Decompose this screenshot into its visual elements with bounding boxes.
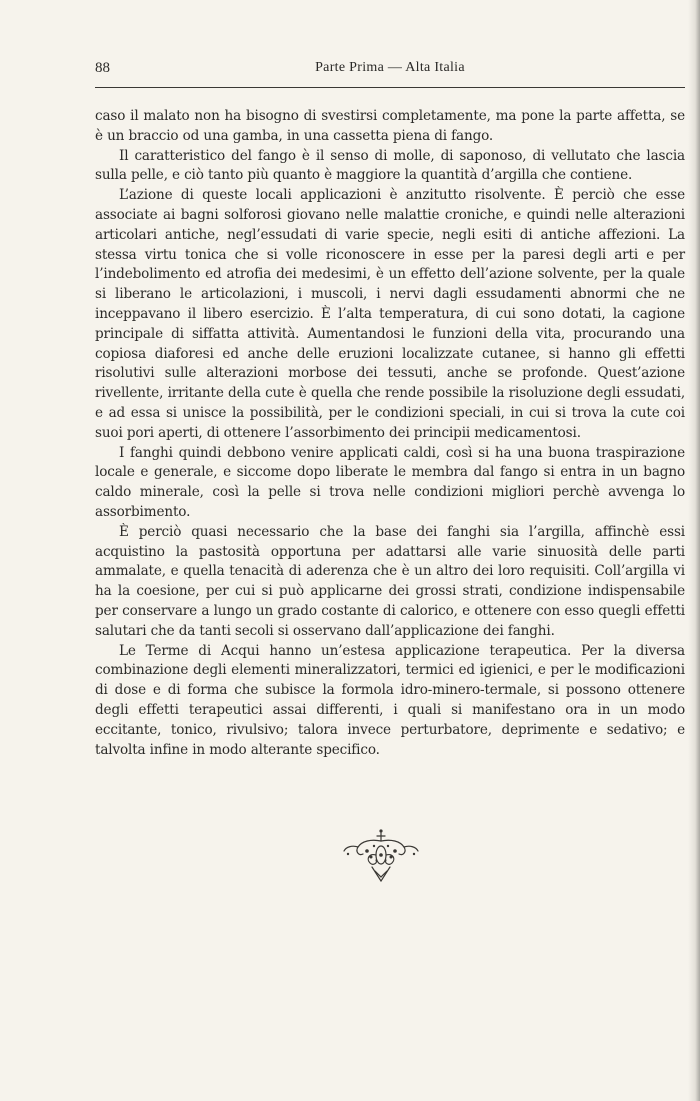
running-title: Parte Prima — Alta Italia — [315, 60, 465, 75]
paragraph-2: Il caratteristico del fango è il senso di molle, di saponoso, di vellutato che lascia sulla pelle, e ciò tanto più quanto è maggiore la quantità d’argilla che contiene. — [95, 147, 685, 184]
paragraph-5: È perciò quasi necessario che la base dei fanghi sia l’argilla, affinchè essi acquistino la pastosità opportuna per adattarsi alle varie sinuosità delle parti ammalate, e quella tenacità di aderenza che è un altro dei loro requisiti. Coll’argilla vi ha la coesione, per cui si può applicarne dei grossi strati, condizione indispensabile per conservare a lungo un grado costante di calorico, e ottenere con esso quegli effetti salutari che da tanti secoli si osservano dall’applicazione dei fanghi. — [95, 523, 685, 639]
header-rule — [95, 87, 685, 88]
page-edge-shadow — [688, 0, 700, 1101]
page-number: 88 — [95, 60, 110, 76]
body-text — [95, 107, 685, 760]
paragraph-3: L’azione di queste locali applicazioni è anzitutto risolvente. È perciò che esse associate ai bagni solforosi giovano nelle malattie croniche, e quindi nelle alterazioni articolari antiche, negl’essudati di varie specie, negli esiti di antiche affezioni. La stessa virtu tonica che si volle riconoscere in esse per la paresi degli arti e per l’indebolimento ed atrofia dei medesimi, è un effetto dell’azione solvente, per la quale si liberano le articolazioni, i muscoli, i nervi dagli essudamenti abnormi che ne inceppavano il libero esercizio. È l’alta temperatura, di cui sono dotati, la cagione principale di siffatta attività. Aumentandosi le funzioni della vita, procurando una copiosa diaforesi ed anche delle eruzioni localizzate cutanee, si hanno gli effetti risolutivi sulle alterazioni morbose dei tessuti, anche se profonde. Quest’azione rivellente, irritante della cute è quella che rende possibile la risoluzione degli essudati, e ad essa si unisce la possibilità, per le condizioni speciali, in cui si trova la cute coi suoi pori aperti, di ottenere l’assorbimento dei principii medicamentosi. — [95, 187, 685, 441]
paragraph-1: caso il malato non ha bisogno di svestirsi completamente, ma pone la parte affetta, se è un braccio od una gamba, in una cassetta piena di fango. — [95, 108, 685, 144]
paragraph-6: Le Terme di Acqui hanno un’estesa applicazione terapeutica. Per la diversa combinazione degli elementi mineralizzatori, termici ed igienici, e per le modificazioni di dose e di forma che subisce la formola idro-minero-termale, si possono ottenere degli effetti terapeutici assai differenti, i quali si manifestano ora in un modo eccitante, tonico, rivulsivo; talora invece perturbatore, deprimente e sedativo; e talvolta infine in modo alterante specifico. — [95, 642, 685, 758]
running-header — [95, 60, 685, 84]
ornament-graphic — [336, 827, 426, 887]
floral-ornament-icon — [336, 827, 426, 887]
paragraph-4: I fanghi quindi debbono venire applicati caldi, così si ha una buona traspirazione locale e generale, e siccome dopo liberate le membra dal fango si entra in un bagno caldo minerale, così la pelle si trova nelle condizioni migliori perchè avvenga lo assorbimento. — [95, 444, 685, 520]
